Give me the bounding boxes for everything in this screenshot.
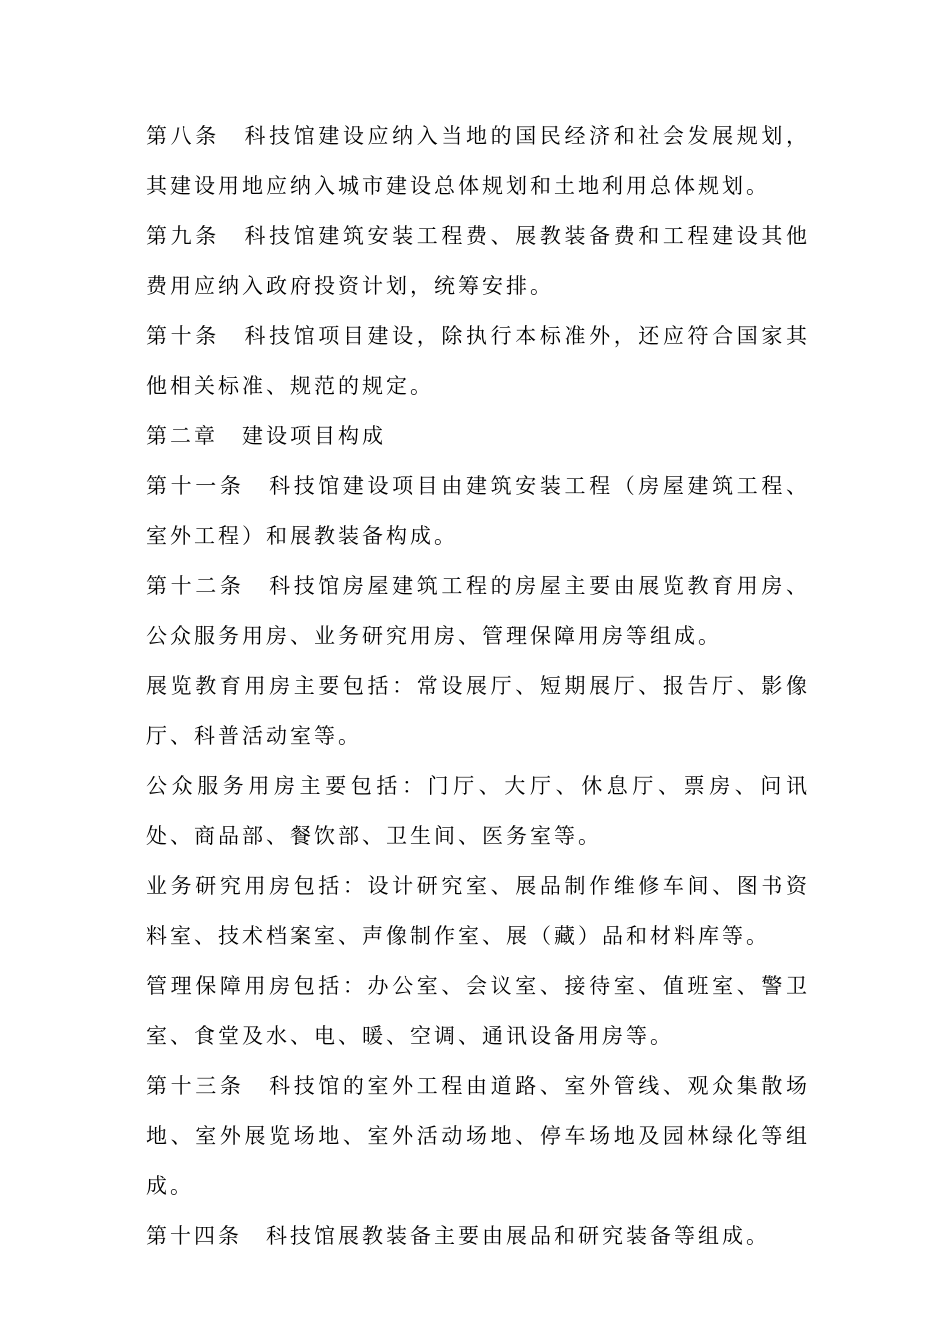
article-14-paragraph: 第十四条 科技馆展教装备主要由展品和研究装备等组成。 [146,1224,770,1248]
article-11-paragraph: 第十一条 科技馆建设项目由建筑安装工程（房屋建筑工程、室外工程）和展教装备构成。 [146,474,810,548]
exhibition-rooms-paragraph: 展览教育用房主要包括：常设展厅、短期展厅、报告厅、影像厅、科普活动室等。 [146,674,810,748]
article-12-paragraph: 第十二条 科技馆房屋建筑工程的房屋主要由展览教育用房、公众服务用房、业务研究用房、管理保障用房等组成。 [146,574,810,648]
management-rooms-paragraph: 管理保障用房包括：办公室、会议室、接待室、值班室、警卫室、食堂及水、电、暖、空调、通讯设备用房等。 [146,974,810,1048]
public-service-rooms-paragraph: 公众服务用房主要包括：门厅、大厅、休息厅、票房、问讯处、商品部、餐饮部、卫生间、医务室等。 [146,774,810,848]
article-8-paragraph: 第八条 科技馆建设应纳入当地的国民经济和社会发展规划，其建设用地应纳入城市建设总体规划和土地利用总体规划。 [146,124,810,198]
article-13-paragraph: 第十三条 科技馆的室外工程由道路、室外管线、观众集散场地、室外展览场地、室外活动场地、停车场地及园林绿化等组成。 [146,1074,810,1198]
document-body [146,111,810,1261]
article-10-paragraph: 第十条 科技馆项目建设，除执行本标准外，还应符合国家其他相关标准、规范的规定。 [146,324,810,398]
article-9-paragraph: 第九条 科技馆建筑安装工程费、展教装备费和工程建设其他费用应纳入政府投资计划，统筹安排。 [146,224,810,298]
chapter-2-heading: 第二章 建设项目构成 [146,424,386,448]
research-rooms-paragraph: 业务研究用房包括：设计研究室、展品制作维修车间、图书资料室、技术档案室、声像制作室、展（藏）品和材料库等。 [146,874,810,948]
